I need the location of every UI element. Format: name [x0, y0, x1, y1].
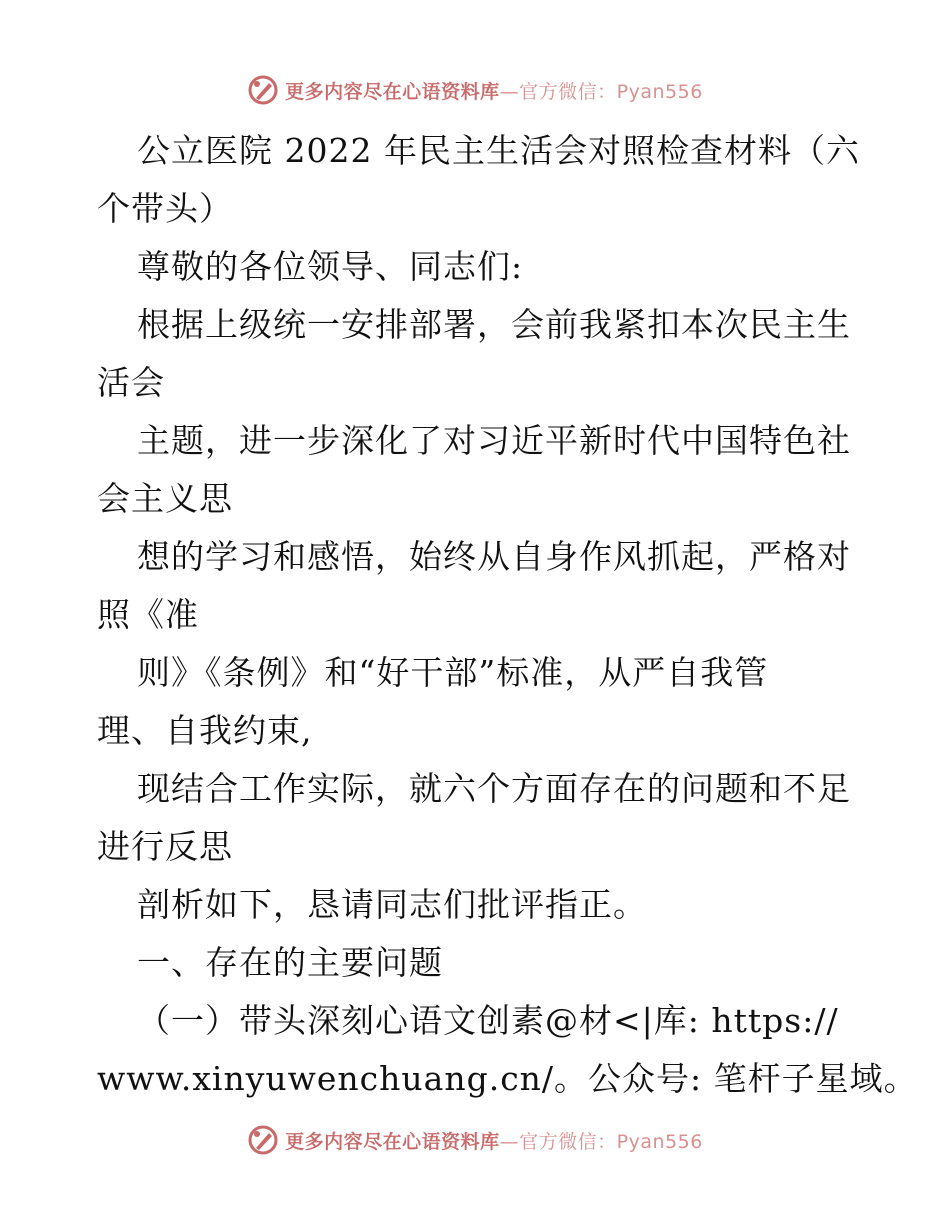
document-body: [97, 122, 918, 1108]
document-line: 公立医院 2022 年民主生活会对照检查材料（六: [137, 131, 860, 170]
document-line: 主题，进一步深化了对习近平新时代中国特色社: [137, 421, 851, 460]
document-line: 理、自我约束,: [97, 711, 313, 750]
watermark-brand: 更多内容尽在心语资料库: [285, 1130, 500, 1153]
document-line: 个带头）: [97, 189, 233, 228]
document-line: 尊敬的各位领导、同志们:: [137, 247, 524, 286]
watermark-text: [285, 77, 703, 104]
document-line: 则》《条例》和“好干部”标准，从严自我管: [137, 653, 769, 692]
watermark-brand: 更多内容尽在心语资料库: [285, 80, 500, 103]
document-line: 根据上级统一安排部署，会前我紧扣本次民主生: [137, 305, 851, 344]
document-line: 活会: [97, 363, 165, 402]
document-line: 想的学习和感悟，始终从自身作风抓起，严格对: [137, 537, 851, 576]
watermark-contact: —官方微信：Pyan556: [499, 1130, 703, 1153]
document-line: 照《准: [97, 595, 199, 634]
watermark-text: [285, 1127, 703, 1154]
document-line: 剖析如下，恳请同志们批评指正。: [137, 885, 647, 924]
document-line: 现结合工作实际，就六个方面存在的问题和不足: [137, 769, 851, 808]
footer-watermark: [0, 1120, 950, 1160]
document-line: 会主义思: [97, 479, 233, 518]
document-line: （一）带头深刻心语文创素@材<|库: https://: [137, 1001, 839, 1040]
header-watermark: [0, 70, 950, 110]
pen-logo-icon: [247, 74, 279, 106]
watermark-contact: —官方微信：Pyan556: [499, 80, 703, 103]
section-heading: 一、存在的主要问题: [137, 943, 443, 982]
pen-logo-icon: [247, 1124, 279, 1156]
document-line: 进行反思: [97, 827, 233, 866]
document-line: www.xinyuwenchuang.cn/。公众号: 笔杆子星域。: [97, 1059, 918, 1098]
